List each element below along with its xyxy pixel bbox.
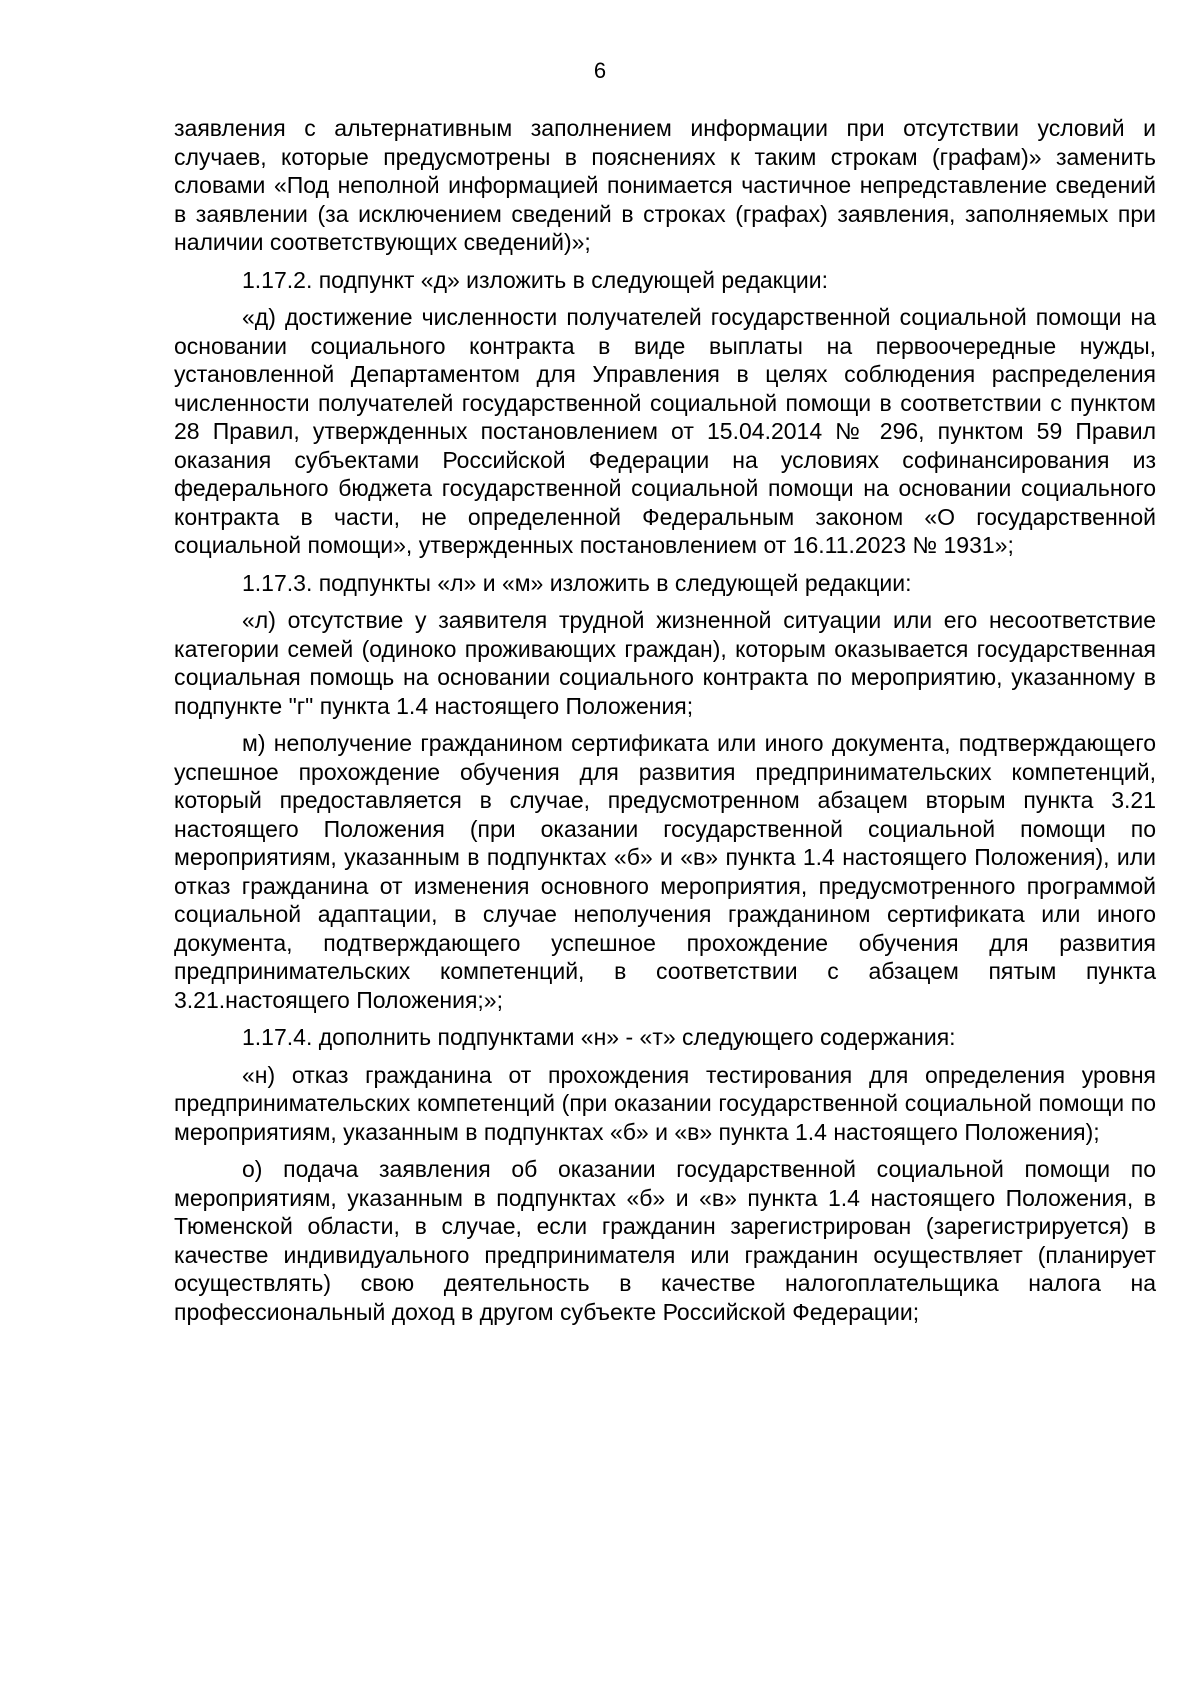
paragraph-continuation: заявления с альтернативным заполнением информации при отсутствии условий и случаев, которые предусмотрены в пояснениях к таким строкам (графам)» заменить словами «Под неполной информацией понимается частичное непредставление сведений в заявлении (за исключением сведений в строках (графах) заявления, заполняемых при наличии соответствующих сведений)»;: [174, 115, 1156, 255]
document-body: [174, 114, 1156, 1335]
paragraph-subpoint-n: «н) отказ гражданина от прохождения тестирования для определения уровня предпринимательских компетенций (при оказании государственной социальной помощи по мероприятиям, указанным в подпунктах «б» и «в» пункта 1.4 настоящего Положения);: [174, 1061, 1156, 1145]
page-number: 6: [593, 58, 607, 83]
paragraph-subpoint-d: «д) достижение численности получателей государственной социальной помощи на основании социального контракта в виде выплаты на первоочередные нужды, установленной Департаментом для Управления в целях соблюдения распределения численности получателей государственной социальной помощи в соответствии с пунктом 28 Правил, утвержденных постановлением от 15.04.2014 № 296, пунктом 59 Правил оказания субъектами Российской Федерации на условиях софинансирования из федерального бюджета государственной социальной помощи на основании социального контракта в части, не определенной Федеральным законом «О государственной социальной помощи», утвержденных постановлением от 16.11.2023 № 1931»;: [174, 304, 1156, 558]
paragraph-1-17-3: 1.17.3. подпункты «л» и «м» изложить в следующей редакции:: [242, 569, 912, 596]
paragraph-1-17-2: 1.17.2. подпункт «д» изложить в следующей редакции:: [242, 266, 828, 293]
paragraph-subpoint-o: о) подача заявления об оказании государственной социальной помощи по мероприятиям, указанным в подпунктах «б» и «в» пункта 1.4 настоящего Положения, в Тюменской области, в случае, если гражданин зарегистрирован (зарегистрируется) в качестве индивидуального предпринимателя или гражданин осуществляет (планирует осуществлять) свою деятельность в качестве налогоплательщика налога на профессиональный доход в другом субъекте Российской Федерации;: [174, 1156, 1156, 1325]
paragraph-1-17-4: 1.17.4. дополнить подпунктами «н» - «т» следующего содержания:: [242, 1024, 956, 1050]
paragraph-subpoint-l: «л) отсутствие у заявителя трудной жизненной ситуации или его несоответствие категории семей (одиноко проживающих граждан), которым оказывается государственная социальная помощь на основании социального контракта по мероприятию, указанному в подпункте "г" пункта 1.4 настоящего Положения;: [174, 607, 1156, 719]
paragraph-subpoint-m: м) неполучение гражданином сертификата или иного документа, подтверждающего успешное прохождение обучения для развития предпринимательских компетенций, который предоставляется в случае, предусмотренном абзацем вторым пункта 3.21 настоящего Положения (при оказании государственной социальной помощи по мероприятиям, указанным в подпунктах «б» и «в» пункта 1.4 настоящего Положения), или отказ гражданина от изменения основного мероприятия, предусмотренного программой социальной адаптации, в случае неполучения гражданином сертификата или иного документа, подтверждающего успешное прохождение обучения для развития предпринимательских компетенций, в соответствии с абзацем пятым пункта 3.21.настоящего Положения;»;: [174, 730, 1156, 1013]
